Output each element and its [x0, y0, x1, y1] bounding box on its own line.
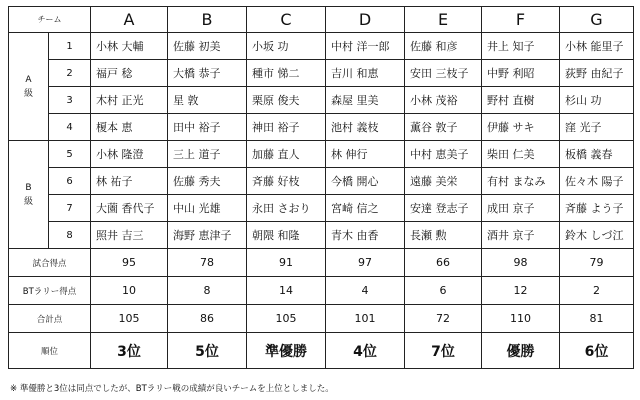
player-number: 5	[49, 141, 91, 168]
team-g-header: G	[560, 7, 634, 33]
rank-cell: 3位	[91, 333, 168, 369]
player-name: 薫谷 敦子	[405, 114, 482, 141]
rank-row	[9, 333, 634, 369]
player-name: 林 祐子	[91, 168, 168, 195]
team-e-header: E	[405, 7, 482, 33]
rank-cell: 優勝	[482, 333, 560, 369]
player-name: 中村 恵美子	[405, 141, 482, 168]
score-cell: 97	[326, 249, 405, 277]
team-d-header: D	[326, 7, 405, 33]
player-number: 2	[49, 60, 91, 87]
player-name: 長瀬 勲	[405, 222, 482, 249]
score-cell: 98	[482, 249, 560, 277]
player-name: 井上 知子	[482, 33, 560, 60]
results-table	[8, 6, 634, 369]
score-cell: 78	[168, 249, 247, 277]
player-name: 小坂 功	[247, 33, 326, 60]
player-row	[9, 222, 634, 249]
player-name: 青木 由香	[326, 222, 405, 249]
score-cell: 6	[405, 277, 482, 305]
team-c-header: C	[247, 7, 326, 33]
player-name: 田中 裕子	[168, 114, 247, 141]
score-cell: 10	[91, 277, 168, 305]
bt-rally-row	[9, 277, 634, 305]
player-name: 永田 さおり	[247, 195, 326, 222]
player-number: 1	[49, 33, 91, 60]
player-name: 成田 京子	[482, 195, 560, 222]
player-name: 大薗 香代子	[91, 195, 168, 222]
player-name: 斉藤 好枝	[247, 168, 326, 195]
score-cell: 81	[560, 305, 634, 333]
player-name: 中村 洋一郎	[326, 33, 405, 60]
grade-b-label: B 級	[9, 141, 49, 249]
player-name: 遠藤 美栄	[405, 168, 482, 195]
player-name: 荻野 由紀子	[560, 60, 634, 87]
player-name: 宮崎 信之	[326, 195, 405, 222]
player-number: 4	[49, 114, 91, 141]
team-b-header: B	[168, 7, 247, 33]
rank-cell: 7位	[405, 333, 482, 369]
player-row	[9, 33, 634, 60]
match-points-label: 試合得点	[9, 249, 91, 277]
player-name: 野村 直樹	[482, 87, 560, 114]
player-name: 海野 恵津子	[168, 222, 247, 249]
player-number: 7	[49, 195, 91, 222]
score-cell: 105	[247, 305, 326, 333]
rank-cell: 5位	[168, 333, 247, 369]
rank-label: 順位	[9, 333, 91, 369]
player-name: 福戸 稔	[91, 60, 168, 87]
player-name: 小林 能里子	[560, 33, 634, 60]
player-name: 安達 登志子	[405, 195, 482, 222]
score-cell: 8	[168, 277, 247, 305]
score-cell: 101	[326, 305, 405, 333]
player-number: 6	[49, 168, 91, 195]
score-cell: 105	[91, 305, 168, 333]
score-cell: 95	[91, 249, 168, 277]
player-row	[9, 195, 634, 222]
player-name: 加藤 直人	[247, 141, 326, 168]
player-name: 柴田 仁美	[482, 141, 560, 168]
total-label: 合計点	[9, 305, 91, 333]
player-name: 板橋 義春	[560, 141, 634, 168]
rank-cell: 6位	[560, 333, 634, 369]
player-name: 朝隈 和隆	[247, 222, 326, 249]
player-name: 木村 正光	[91, 87, 168, 114]
rank-cell: 準優勝	[247, 333, 326, 369]
rank-cell: 4位	[326, 333, 405, 369]
player-name: 種市 悌二	[247, 60, 326, 87]
player-name: 佐藤 初美	[168, 33, 247, 60]
player-name: 小林 大輔	[91, 33, 168, 60]
player-name: 酒井 京子	[482, 222, 560, 249]
player-name: 大橋 恭子	[168, 60, 247, 87]
grade-a-label: A 級	[9, 33, 49, 141]
player-row	[9, 141, 634, 168]
score-cell: 79	[560, 249, 634, 277]
player-name: 中野 利昭	[482, 60, 560, 87]
player-name: 照井 吉三	[91, 222, 168, 249]
player-name: 佐藤 和彦	[405, 33, 482, 60]
player-name: 伊藤 サキ	[482, 114, 560, 141]
player-number: 3	[49, 87, 91, 114]
score-cell: 66	[405, 249, 482, 277]
score-cell: 110	[482, 305, 560, 333]
player-name: 神田 裕子	[247, 114, 326, 141]
player-name: 安田 三枝子	[405, 60, 482, 87]
player-number: 8	[49, 222, 91, 249]
player-name: 三上 道子	[168, 141, 247, 168]
score-cell: 91	[247, 249, 326, 277]
score-cell: 86	[168, 305, 247, 333]
match-points-row	[9, 249, 634, 277]
team-f-header: F	[482, 7, 560, 33]
header-row	[9, 7, 634, 33]
player-name: 有村 まなみ	[482, 168, 560, 195]
player-name: 佐々木 陽子	[560, 168, 634, 195]
player-row	[9, 168, 634, 195]
score-cell: 2	[560, 277, 634, 305]
player-name: 池村 義枝	[326, 114, 405, 141]
player-name: 小林 茂裕	[405, 87, 482, 114]
player-name: 榎本 恵	[91, 114, 168, 141]
score-cell: 12	[482, 277, 560, 305]
player-name: 吉川 和恵	[326, 60, 405, 87]
player-name: 窪 光子	[560, 114, 634, 141]
player-name: 杉山 功	[560, 87, 634, 114]
total-row	[9, 305, 634, 333]
player-row	[9, 87, 634, 114]
bt-rally-label: BTラリー得点	[9, 277, 91, 305]
footnote: ※ 準優勝と3位は同点でしたが、BTラリー戦の成績が良いチームを上位としました。	[10, 384, 334, 394]
score-cell: 4	[326, 277, 405, 305]
player-name: 栗原 俊夫	[247, 87, 326, 114]
player-name: 星 敦	[168, 87, 247, 114]
score-cell: 14	[247, 277, 326, 305]
player-name: 鈴木 しづ江	[560, 222, 634, 249]
player-name: 中山 光雄	[168, 195, 247, 222]
team-a-header: A	[91, 7, 168, 33]
team-header-label: チーム	[9, 7, 91, 33]
player-row	[9, 60, 634, 87]
score-cell: 72	[405, 305, 482, 333]
player-row	[9, 114, 634, 141]
player-name: 今橋 開心	[326, 168, 405, 195]
player-name: 斉藤 よう子	[560, 195, 634, 222]
player-name: 林 伸行	[326, 141, 405, 168]
player-name: 佐藤 秀夫	[168, 168, 247, 195]
player-name: 小林 隆澄	[91, 141, 168, 168]
player-name: 森屋 里美	[326, 87, 405, 114]
